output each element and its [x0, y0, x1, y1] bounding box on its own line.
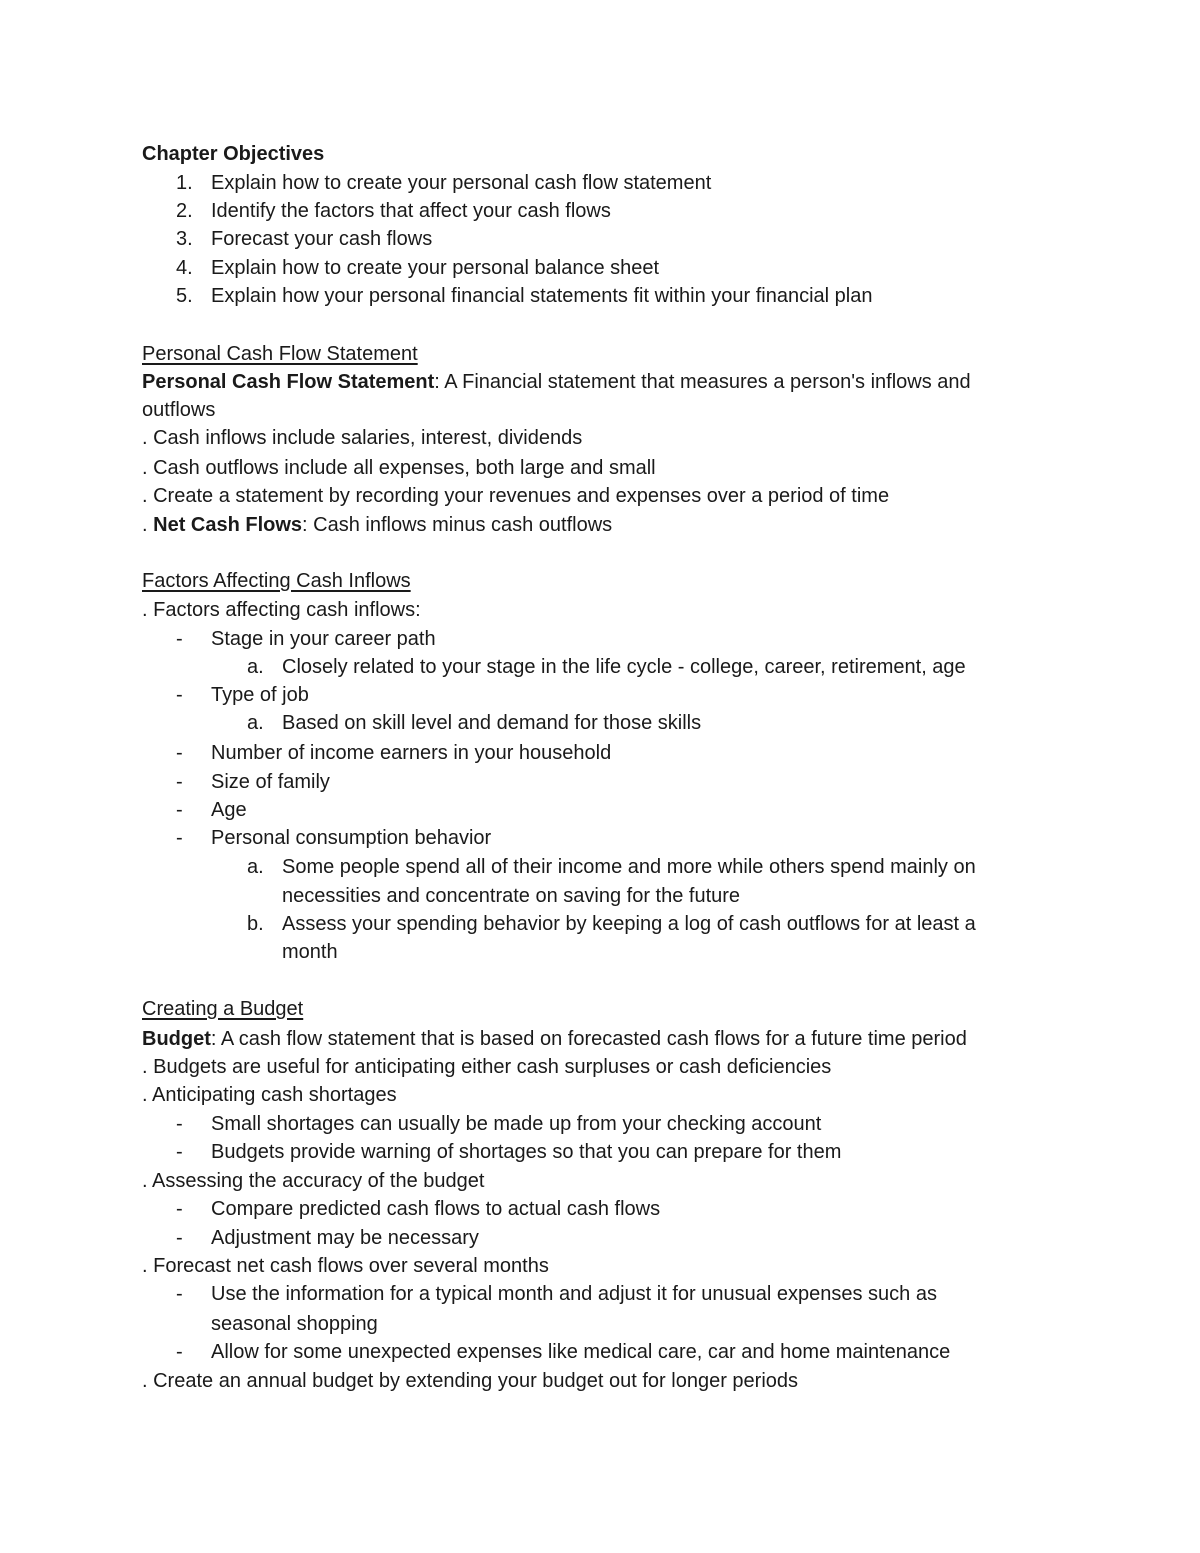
- budget-sub-item: Use the information for a typical month and adjust it for unusual expenses such as: [211, 1283, 937, 1305]
- objective-number: 3.: [176, 228, 193, 250]
- budget-sub-item: Budgets provide warning of shortages so that you can prepare for them: [211, 1141, 842, 1163]
- cash-flow-definition: [142, 370, 971, 394]
- objective-item: Explain how to create your personal balance sheet: [211, 257, 660, 279]
- section-heading-budget: Creating a Budget: [142, 998, 304, 1020]
- sub-item-letter: a.: [247, 656, 264, 678]
- objective-number: 1.: [176, 172, 193, 194]
- dash-bullet: -: [176, 1283, 183, 1305]
- dash-bullet: -: [176, 771, 183, 793]
- dash-bullet: -: [176, 742, 183, 764]
- section-heading-factors: Factors Affecting Cash Inflows: [142, 570, 411, 592]
- budget-sub-item: Compare predicted cash flows to actual cash flows: [211, 1198, 661, 1220]
- dash-bullet: -: [176, 1198, 183, 1220]
- dash-bullet: -: [176, 799, 183, 821]
- dash-bullet: -: [176, 827, 183, 849]
- cash-flow-bullet: . Cash inflows include salaries, interest, dividends: [142, 427, 583, 449]
- objective-item: Explain how your personal financial statements fit within your financial plan: [211, 285, 873, 307]
- objective-item: Explain how to create your personal cash flow statement: [211, 172, 712, 194]
- objective-item: Identify the factors that affect your cash flows: [211, 200, 611, 222]
- factor-item: Size of family: [211, 771, 330, 793]
- objective-item: Forecast your cash flows: [211, 228, 433, 250]
- bullet-prefix: .: [142, 514, 154, 536]
- budget-bullet: . Create an annual budget by extending your budget out for longer periods: [142, 1370, 799, 1392]
- budget-sub-item-cont: seasonal shopping: [211, 1313, 378, 1335]
- objectives-heading: Chapter Objectives: [142, 143, 325, 165]
- objective-number: 5.: [176, 285, 193, 307]
- sub-item-letter: a.: [247, 712, 264, 734]
- factor-item: Personal consumption behavior: [211, 827, 492, 849]
- factor-sub-item-cont: month: [282, 941, 338, 963]
- definition-term: Personal Cash Flow Statement: [142, 371, 435, 393]
- budget-bullet: . Assessing the accuracy of the budget: [142, 1170, 485, 1192]
- budget-definition: [142, 1027, 967, 1051]
- factor-sub-item-cont: necessities and concentrate on saving for the future: [282, 885, 741, 907]
- sub-item-letter: a.: [247, 856, 264, 878]
- budget-sub-item: Adjustment may be necessary: [211, 1227, 479, 1249]
- definition-text: : A cash flow statement that is based on forecasted cash flows for a future time period: [210, 1028, 967, 1050]
- budget-bullet: . Budgets are useful for anticipating either cash surpluses or cash deficiencies: [142, 1056, 832, 1078]
- dash-bullet: -: [176, 1113, 183, 1135]
- cash-flow-definition-cont: outflows: [142, 399, 216, 421]
- section-heading-cash-flow: Personal Cash Flow Statement: [142, 343, 418, 365]
- factor-item: Type of job: [211, 684, 309, 706]
- budget-bullet: . Anticipating cash shortages: [142, 1084, 397, 1106]
- factor-item: Number of income earners in your household: [211, 742, 612, 764]
- net-cash-flows-definition: [142, 513, 612, 537]
- definition-term: Net Cash Flows: [153, 514, 303, 536]
- factors-intro: . Factors affecting cash inflows:: [142, 599, 421, 621]
- dash-bullet: -: [176, 1227, 183, 1249]
- factor-sub-item: Based on skill level and demand for those skills: [282, 712, 702, 734]
- definition-text: : A Financial statement that measures a person's inflows and: [434, 371, 971, 393]
- factor-sub-item: Assess your spending behavior by keeping a log of cash outflows for at least a: [282, 913, 976, 935]
- objective-number: 4.: [176, 257, 193, 279]
- factor-item: Age: [211, 799, 247, 821]
- factor-sub-item: Closely related to your stage in the life cycle - college, career, retirement, age: [282, 656, 966, 678]
- cash-flow-bullet: . Cash outflows include all expenses, both large and small: [142, 457, 656, 479]
- sub-item-letter: b.: [247, 913, 264, 935]
- dash-bullet: -: [176, 684, 183, 706]
- dash-bullet: -: [176, 1341, 183, 1363]
- factor-sub-item: Some people spend all of their income and more while others spend mainly on: [282, 856, 976, 878]
- dash-bullet: -: [176, 628, 183, 650]
- objective-number: 2.: [176, 200, 193, 222]
- budget-sub-item: Small shortages can usually be made up from your checking account: [211, 1113, 822, 1135]
- dash-bullet: -: [176, 1141, 183, 1163]
- definition-text: : Cash inflows minus cash outflows: [302, 514, 613, 536]
- budget-bullet: . Forecast net cash flows over several months: [142, 1255, 549, 1277]
- cash-flow-bullet: . Create a statement by recording your revenues and expenses over a period of time: [142, 485, 890, 507]
- budget-sub-item: Allow for some unexpected expenses like medical care, car and home maintenance: [211, 1341, 951, 1363]
- definition-term: Budget: [142, 1028, 211, 1050]
- factor-item: Stage in your career path: [211, 628, 436, 650]
